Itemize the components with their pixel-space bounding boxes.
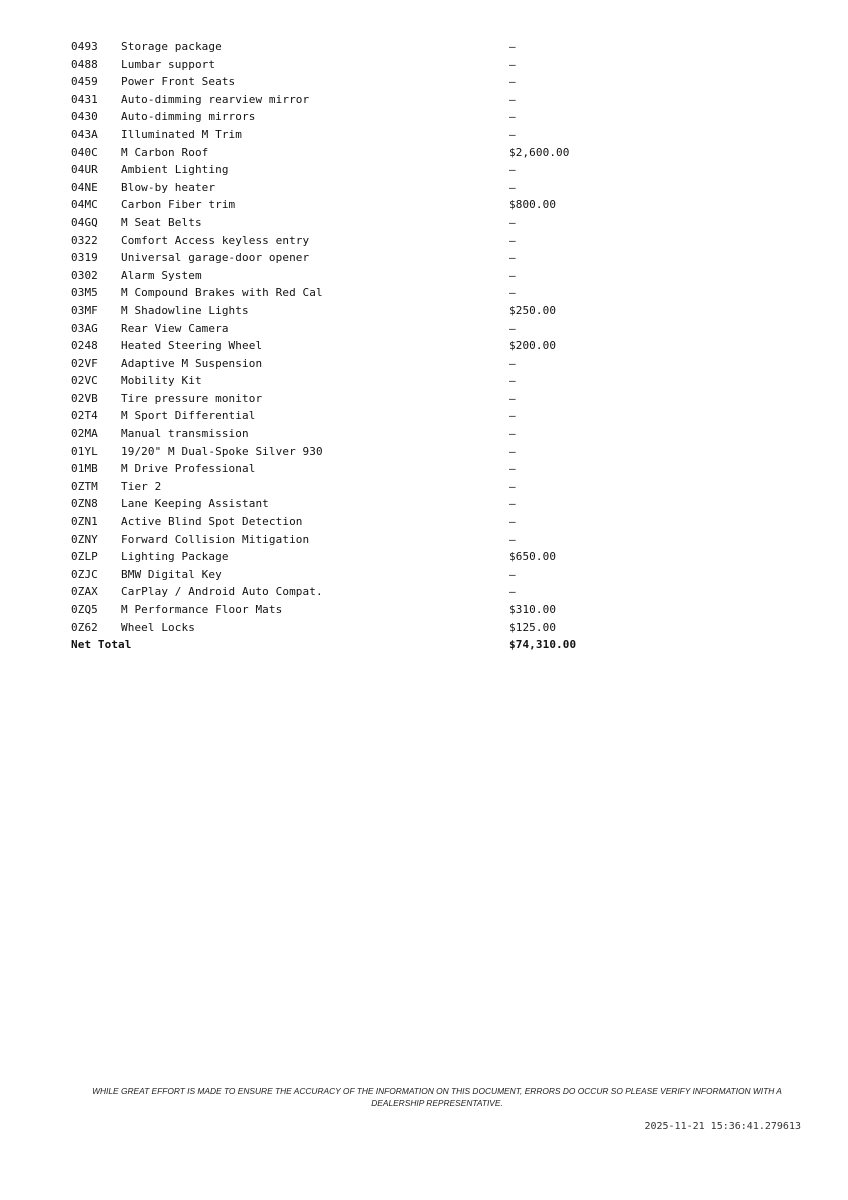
option-row [71, 407, 609, 425]
option-row [71, 144, 609, 162]
option-description: Storage package [121, 40, 222, 53]
option-description: M Sport Differential [121, 409, 256, 423]
option-code: 01MB [71, 462, 98, 476]
option-description: M Performance Floor Mats [121, 603, 283, 616]
option-price: $125.00 [509, 620, 557, 634]
option-code: 02MA [71, 427, 98, 441]
option-description: M Seat Belts [121, 215, 202, 229]
option-code: 0ZTM [71, 479, 98, 493]
option-row [71, 425, 609, 443]
option-row [71, 460, 609, 478]
option-price: — [509, 356, 516, 370]
option-code: 043A [71, 127, 98, 141]
option-row [71, 495, 609, 513]
option-price: — [509, 286, 516, 300]
option-row [71, 478, 609, 496]
option-row [71, 161, 609, 179]
option-code: 0ZN8 [71, 497, 98, 511]
print-timestamp: 2025-11-21 15:36:41.279613 [644, 1121, 801, 1132]
option-description: Universal garage-door opener [121, 251, 310, 265]
option-description: BMW Digital Key [121, 567, 222, 581]
option-row [71, 284, 609, 302]
net-total-label: Net Total [71, 638, 132, 652]
option-row [71, 73, 609, 91]
option-row [71, 38, 609, 56]
option-row [71, 601, 609, 619]
option-price: — [509, 497, 516, 511]
option-description: M Carbon Roof [121, 145, 209, 159]
option-price: $250.00 [509, 303, 557, 317]
option-description: Lighting Package [121, 550, 229, 564]
option-price: — [509, 110, 516, 124]
option-row [71, 566, 609, 584]
option-row [71, 214, 609, 232]
option-description: M Drive Professional [121, 462, 256, 476]
options-table [71, 38, 609, 654]
option-code: 04MC [71, 198, 98, 212]
option-code: 0ZJC [71, 567, 98, 581]
net-total-value: $74,310.00 [509, 638, 577, 652]
option-row [71, 443, 609, 461]
option-description: M Compound Brakes with Red Cal [121, 286, 323, 300]
option-row [71, 56, 609, 74]
option-code: 03M5 [71, 286, 98, 300]
option-price: — [509, 268, 516, 282]
option-price: — [509, 462, 516, 476]
option-row [71, 548, 609, 566]
net-total-row [71, 636, 609, 654]
option-price: — [509, 567, 516, 581]
disclaimer-text: WHILE GREAT EFFORT IS MADE TO ENSURE THE ACCURACY OF THE INFORMATION ON THIS DOCUMENT, ERRORS DO OCCUR SO PLEASE VERIFY INFORMATION WITH A DEALERSHIP REPRESENTATIVE. [92, 1086, 782, 1108]
option-description: Mobility Kit [121, 374, 202, 388]
option-code: 0431 [71, 92, 98, 106]
option-row [71, 179, 609, 197]
option-price: — [509, 163, 516, 177]
option-row [71, 196, 609, 214]
option-price: $2,600.00 [509, 145, 570, 159]
option-row [71, 320, 609, 338]
option-code: 03MF [71, 303, 98, 317]
option-code: 01YL [71, 444, 98, 458]
option-price: — [509, 515, 516, 529]
option-description: Wheel Locks [121, 620, 195, 634]
option-price: — [509, 585, 516, 599]
option-code: 04GQ [71, 215, 98, 229]
option-price: — [509, 479, 516, 493]
option-description: Ambient Lighting [121, 163, 229, 177]
option-row [71, 337, 609, 355]
option-price: — [509, 40, 516, 53]
option-price: $200.00 [509, 339, 557, 353]
option-price: — [509, 532, 516, 546]
options-table-body [71, 38, 609, 636]
option-code: 0302 [71, 268, 98, 282]
option-description: Carbon Fiber trim [121, 198, 236, 212]
option-price: $650.00 [509, 550, 557, 564]
option-description: Auto-dimming rearview mirror [121, 92, 310, 106]
option-price: — [509, 374, 516, 388]
option-code: 0319 [71, 251, 98, 265]
option-row [71, 390, 609, 408]
option-description: Heated Steering Wheel [121, 339, 263, 353]
option-code: 04UR [71, 163, 98, 177]
option-description: Comfort Access keyless entry [121, 233, 310, 247]
option-price: — [509, 75, 516, 89]
option-price: — [509, 92, 516, 106]
option-description: 19/20" M Dual-Spoke Silver 930 [121, 444, 323, 458]
option-description: CarPlay / Android Auto Compat. [121, 585, 323, 599]
option-price: $310.00 [509, 603, 557, 616]
option-price: — [509, 127, 516, 141]
option-code: 0ZAX [71, 585, 98, 599]
option-description: Alarm System [121, 268, 202, 282]
option-code: 03AG [71, 321, 98, 335]
option-description: Auto-dimming mirrors [121, 110, 256, 124]
option-price: — [509, 391, 516, 405]
option-price: — [509, 233, 516, 247]
option-description: Tier 2 [121, 479, 162, 493]
option-description: Power Front Seats [121, 75, 236, 89]
option-code: 02VB [71, 391, 98, 405]
option-row [71, 249, 609, 267]
option-code: 04NE [71, 180, 98, 194]
option-description: Rear View Camera [121, 321, 229, 335]
option-code: 0488 [71, 57, 98, 71]
option-description: Active Blind Spot Detection [121, 515, 303, 529]
option-code: 040C [71, 145, 98, 159]
option-code: 02VC [71, 374, 98, 388]
option-code: 0459 [71, 75, 98, 89]
option-description: Adaptive M Suspension [121, 356, 263, 370]
option-description: Forward Collision Mitigation [121, 532, 310, 546]
option-row [71, 108, 609, 126]
option-row [71, 232, 609, 250]
option-code: 0322 [71, 233, 98, 247]
option-price: — [509, 427, 516, 441]
option-code: 0493 [71, 40, 98, 53]
option-row [71, 372, 609, 390]
option-code: 0248 [71, 339, 98, 353]
option-price: — [509, 321, 516, 335]
option-row [71, 267, 609, 285]
option-code: 02T4 [71, 409, 98, 423]
option-row [71, 302, 609, 320]
option-row [71, 355, 609, 373]
option-price: — [509, 57, 516, 71]
option-code: 0ZN1 [71, 515, 98, 529]
option-code: 0ZLP [71, 550, 98, 564]
option-description: Blow-by heater [121, 180, 216, 194]
option-description: Tire pressure monitor [121, 391, 263, 405]
option-row [71, 583, 609, 601]
option-price: — [509, 444, 516, 458]
option-row [71, 91, 609, 109]
option-row [71, 513, 609, 531]
option-code: 0ZQ5 [71, 603, 98, 616]
option-description: Lane Keeping Assistant [121, 497, 269, 511]
option-row [71, 126, 609, 144]
option-description: Manual transmission [121, 427, 249, 441]
option-price: — [509, 180, 516, 194]
option-row [71, 531, 609, 549]
option-description: Illuminated M Trim [121, 127, 243, 141]
option-description: M Shadowline Lights [121, 303, 249, 317]
option-code: 0Z62 [71, 620, 98, 634]
option-row [71, 619, 609, 637]
option-code: 02VF [71, 356, 98, 370]
option-price: — [509, 409, 516, 423]
option-code: 0430 [71, 110, 98, 124]
option-price: — [509, 251, 516, 265]
option-description: Lumbar support [121, 57, 216, 71]
option-code: 0ZNY [71, 532, 98, 546]
option-price: — [509, 215, 516, 229]
option-price: $800.00 [509, 198, 557, 212]
